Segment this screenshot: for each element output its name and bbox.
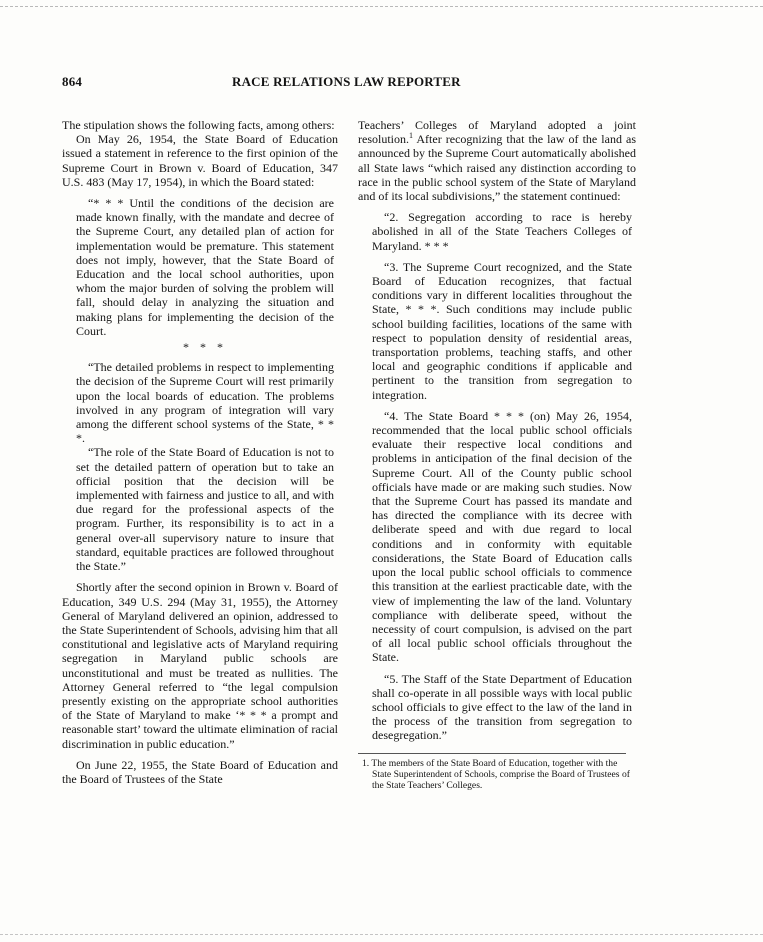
bottom-dashed-border bbox=[0, 934, 763, 935]
block-quote bbox=[358, 210, 636, 742]
ellipsis-stars: * * * bbox=[183, 340, 227, 355]
quote-paragraph: “3. The Supreme Court recognized, and the State Board of Education recognizes, that factual conditions vary in different localities throughout the State, * * *. Such conditions may include public school building facilities, locations of the same with respect to population density of residential areas, transportation problems, teaching staffs, and other local and geographic conditions if applicable and pertinent to the transition from segregation to integration. bbox=[372, 259, 632, 402]
quote-paragraph: “* * * Until the conditions of the decision are made known finally, with the mandate and decree of the Supreme Court, any detailed plan of action for implementation would be premature. This statement does not imply, however, that the State Board of Education and the local school authorities, upon whom the major burden of solving the problem will fall, should delay in analyzing the situation and making plans for implementing the decision of the Court. bbox=[76, 196, 334, 338]
page-number: 864 bbox=[62, 74, 83, 89]
paragraph: The stipulation shows the following facts, among others: bbox=[62, 118, 335, 132]
footnote-divider bbox=[358, 753, 626, 754]
paragraph bbox=[358, 118, 636, 203]
quote-paragraph: “4. The State Board * * * (on) May 26, 1954, recommended that the local public school officials evaluate their respective local conditions and problems in anticipation of the final decision of the Supreme Court. All of the County public school officials have made or are making such studies. Now that the Supreme Court has passed its mandate and has directed the compliance with its decree with deliberate speed and with due regard to local conditions and in conformity with equitable considerations, the State Board of Education calls upon the local public school officials to commence this transition at the earliest practicable date, with the view of implementing the law of the land. Voluntary compliance with deliberate speed, without the necessity of court compulsion, is advised on the part of all local public school officials throughout the State. bbox=[372, 408, 632, 665]
block-quote bbox=[62, 196, 338, 573]
right-column bbox=[358, 118, 636, 791]
top-dashed-border bbox=[0, 6, 763, 7]
footnote: 1. The members of the State Board of Education, together with the State Superintendent of Schools, comprise the Board of Trustees of the State Teachers’ Colleges. bbox=[362, 757, 630, 791]
paragraph-text: Teachers’ Colleges of Maryland adopted a joint resolution. bbox=[358, 118, 636, 147]
paragraph: On June 22, 1955, the State Board of Education and the Board of Trustees of the State bbox=[62, 757, 338, 786]
quote-paragraph: “2. Segregation according to race is hereby abolished in all of the State Teachers Colleges of Maryland. * * * bbox=[372, 210, 632, 253]
quote-paragraph: “5. The Staff of the State Department of Education shall co-operate in all possible ways with local public school officials to give effect to the law of the land in the process of the transition from segregation to desegregation.” bbox=[372, 671, 632, 743]
left-column bbox=[62, 118, 338, 786]
footnote-ref: 1 bbox=[409, 131, 413, 141]
quote-paragraph: “The detailed problems in respect to implementing the decision of the Supreme Court will rest primarily upon the local boards of education. The problems involved in any program of integration will vary among the different school systems of the State, * * *. bbox=[76, 360, 334, 446]
running-head: RACE RELATIONS LAW REPORTER bbox=[232, 74, 461, 89]
paragraph-text: After recognizing that the law of the land as announced by the Supreme Court automatically abolished all State laws “which raised any distinction according to race in the public school system of the State of Maryland and of its local subdivisions,” the statement continued: bbox=[358, 132, 636, 204]
paragraph: On May 26, 1954, the State Board of Education issued a statement in reference to the first opinion of the Supreme Court in Brown v. Board of Education, 347 U.S. 483 (May 17, 1954), in which the Board stated: bbox=[62, 132, 338, 189]
quote-paragraph: “The role of the State Board of Education is not to set the detailed pattern of operation but to take an official position that the decision will be implemented with fairness and justice to all, and with due regard for the professional aspects of the program. Further, its responsibility is to act in a general over-all supervisory nature to insure that standard, equitable practices are followed throughout the State.” bbox=[76, 445, 334, 574]
page-header bbox=[62, 74, 702, 94]
paragraph: Shortly after the second opinion in Brown v. Board of Education, 349 U.S. 294 (May 31, 1955), the Attorney General of Maryland delivered an opinion, addressed to the State Superintendent of Schools, advising him that all constitutional and legislative acts of Maryland requiring segregation in Maryland public schools are unconstitutional and must be treated as nullities. The Attorney General referred to “the legal compulsion presently existing on the appropriate school authorities of the State of Maryland to make ‘* * * a prompt and reasonable start’ toward the ultimate elimination of racial discrimination in public education.” bbox=[62, 580, 338, 751]
